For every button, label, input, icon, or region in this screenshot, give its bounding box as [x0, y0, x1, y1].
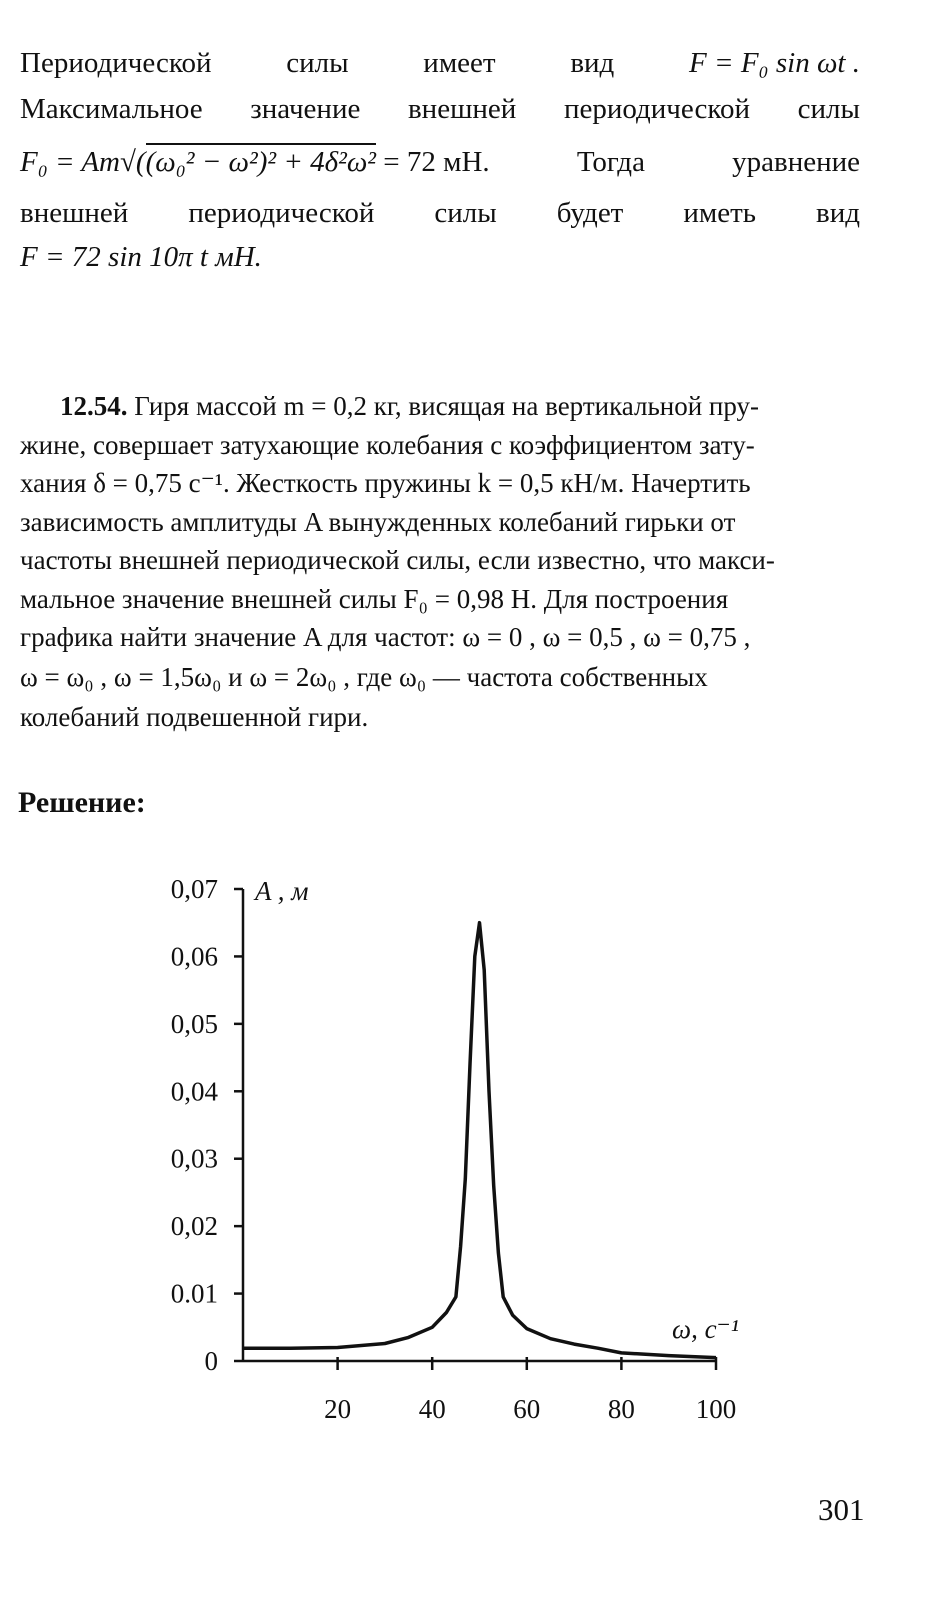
solution-heading: Решение:: [18, 786, 146, 819]
chart-series: [243, 923, 716, 1358]
word: Тогда: [576, 146, 645, 178]
word: силы: [434, 197, 497, 229]
word: иметь: [683, 197, 757, 229]
problem-line-9: колебаний подвешенной гири.: [20, 702, 369, 732]
problem-line-8: ω = ω₀ , ω = 1,5ω₀ и ω = 2ω₀ , где ω₀ — частота собственных: [20, 662, 708, 692]
word: Периодической: [20, 47, 212, 79]
x-axis-label: ω, с⁻¹: [672, 1314, 739, 1344]
word: имеет: [423, 47, 496, 79]
problem-line-4: зависимость амплитуды A вынужденных колебаний гирьки от: [20, 507, 736, 537]
word: силы: [286, 47, 349, 79]
y-axis-label: A , м: [255, 876, 309, 906]
y-tick-label: 0,06: [170, 941, 218, 972]
formula-f0-left: F₀ = Am√(: [20, 146, 146, 178]
x-tick-label: 40: [418, 1394, 446, 1424]
x-tick-label: 80: [607, 1394, 635, 1424]
problem-line-2: жине, совершает затухающие колебания с коэффициентом зату-: [20, 430, 755, 460]
problem-line-6: мальное значение внешней силы F₀ = 0,98 Н. Для построения: [20, 584, 729, 614]
formula-f0-radicand: (ω₀² − ω²)² + 4δ²ω²: [146, 143, 376, 178]
y-tick-label: 0,03: [170, 1143, 218, 1174]
formula-force: F = F₀ sin ωt .: [689, 47, 860, 79]
x-tick-label: 60: [513, 1394, 541, 1424]
problem-text: Гиря массой m = 0,2 кг, висящая на вертикальной пру-: [134, 391, 760, 421]
word: периодической: [563, 93, 750, 125]
y-tick-label: 0,04: [170, 1076, 218, 1107]
word: уравнение: [732, 146, 860, 178]
formula-force-equation: F = 72 sin 10π t мН.: [20, 241, 262, 273]
word: периодической: [188, 197, 375, 229]
word: вид: [816, 197, 860, 229]
chart-axes: [243, 889, 716, 1361]
formula-f0-result: = 72 мН.: [383, 146, 490, 178]
problem-number: 12.54.: [60, 391, 128, 421]
word: вид: [570, 47, 615, 79]
word: силы: [797, 93, 860, 125]
problem-line-7: графика найти значение A для частот: ω = 0 , ω = 0,5 , ω = 0,75 ,: [20, 622, 751, 652]
x-tick-label: 100: [695, 1394, 737, 1424]
y-tick-label: 0,02: [170, 1211, 218, 1242]
y-tick-label: 0: [204, 1346, 218, 1376]
y-tick-label: 0,05: [170, 1008, 218, 1039]
x-tick-label: 20: [324, 1394, 352, 1424]
problem-line-5: частоты внешней периодической силы, если известно, что макси-: [20, 545, 775, 575]
problem-line-3: хания δ = 0,75 с⁻¹. Жесткость пружины k = 0,5 кН/м. Начертить: [20, 468, 751, 498]
word: внешней: [407, 93, 517, 125]
y-tick-label: 0,07: [170, 874, 218, 904]
word: Максимальное: [20, 93, 203, 125]
chart-ticks: [171, 874, 737, 1424]
amplitude-curve: [243, 923, 716, 1358]
word: будет: [556, 197, 624, 229]
word: значение: [250, 93, 361, 125]
y-tick-label: 0.01: [170, 1278, 218, 1309]
page-number: 301: [818, 1492, 865, 1527]
word: внешней: [20, 197, 129, 229]
